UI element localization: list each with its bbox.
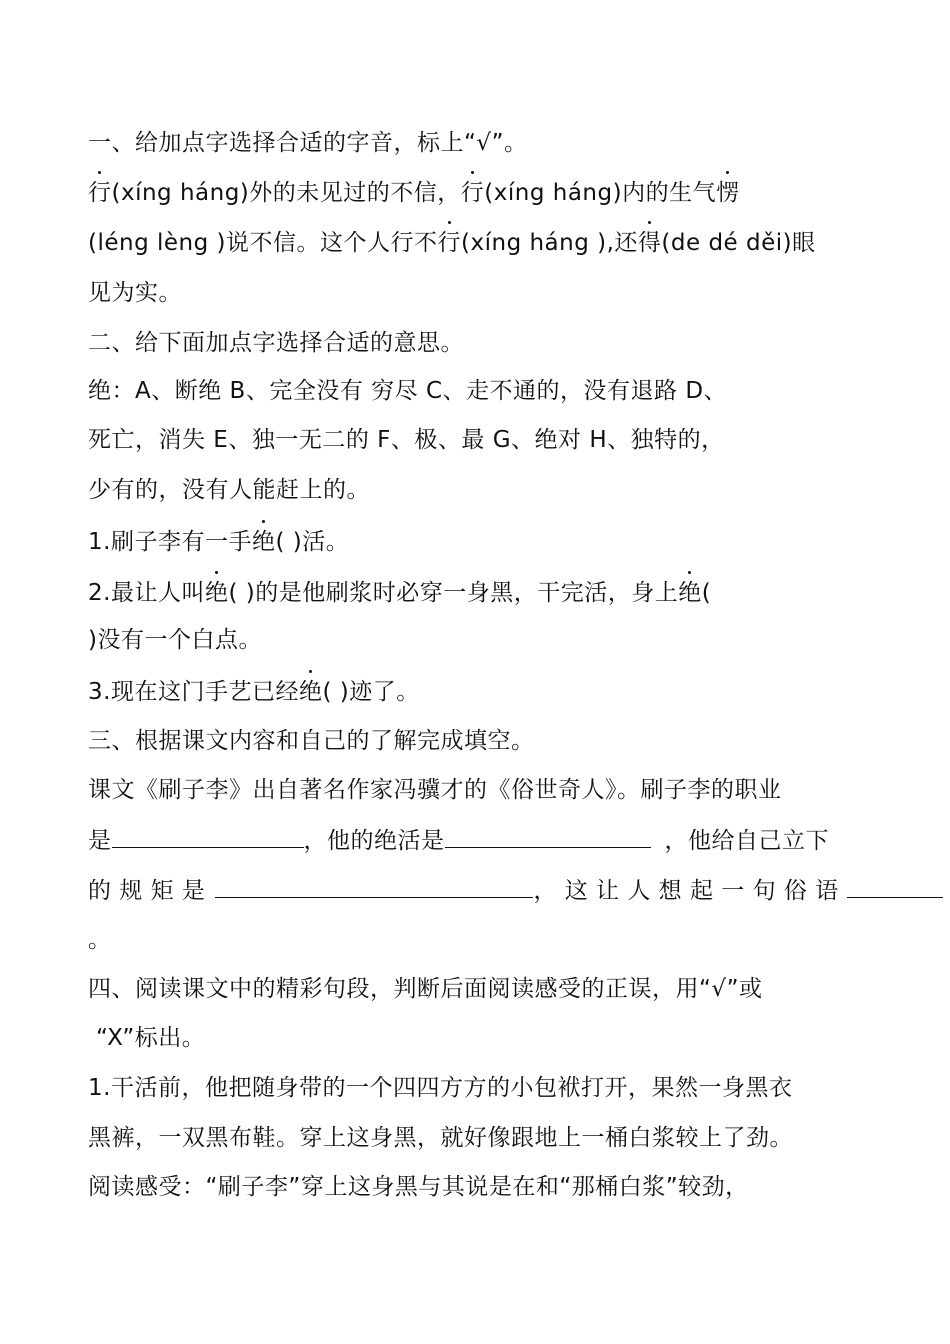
pinyin-options: (xíng háng)外的未见过的不信， — [111, 180, 461, 206]
fill-blank-skill[interactable] — [445, 825, 651, 848]
dotted-char: 绝 — [678, 580, 702, 606]
section3-para-3: 的 规 矩 是 ， 这 让 人 想 起 一 句 俗 语 — [88, 875, 943, 906]
definition-line: 少有的，没有人能赶上的。 — [88, 477, 370, 503]
definition-line: 死亡，消失 E、独一无二的 F、极、最 G、绝对 H、独特的， — [88, 427, 725, 453]
section3-para-2: 是 ，他的绝活是 ，他给自己立下 — [88, 825, 829, 856]
section3-para-4: 。 — [88, 927, 112, 953]
dotted-char: 得 — [637, 230, 662, 256]
dotted-char: 愣 — [716, 180, 740, 206]
dotted-char: 绝 — [251, 529, 276, 555]
fill-blank-proverb[interactable] — [847, 875, 943, 898]
section3-heading: 三、根据课文内容和自己的了解完成填空。 — [88, 728, 535, 754]
pinyin-options: (xíng háng)内的生气 — [484, 180, 717, 206]
section1-line3: 见为实。 — [88, 280, 182, 306]
section3-para-1: 课文《刷子李》出自著名作家冯骥才的《俗世奇人》。刷子李的职业 — [88, 777, 782, 803]
section2-heading: 二、给下面加点字选择合适的意思。 — [88, 330, 464, 356]
question-3: 3.现在这门手艺已经绝( )迹了。 — [88, 679, 420, 705]
fill-blank-rule[interactable] — [215, 875, 533, 898]
section1-heading: 一、给加点字选择合适的字音，标上“√”。 — [88, 130, 528, 156]
dotted-char: 绝 — [204, 580, 229, 606]
passage-line: 黑裤，一双黑布鞋。穿上这身黑，就好像跟地上一桶白浆较上了劲。 — [88, 1125, 793, 1151]
fill-blank-occupation[interactable] — [112, 825, 304, 848]
dotted-char: 行 — [437, 230, 462, 256]
definition-line: 绝：A、断绝 B、完全没有 穷尽 C、走不通的，没有退路 D、 — [88, 378, 728, 404]
question-2: 2.最让人叫绝( )的是他刷浆时必穿一身黑，干完活，身上绝( — [88, 580, 712, 606]
pinyin-options: (léng lèng )说不信。这个人行不 — [88, 230, 438, 256]
question-1: 1.刷子李有一手绝( )活。 — [88, 529, 350, 555]
section1-line2 — [88, 228, 816, 258]
dotted-char: 行 — [88, 180, 112, 206]
passage-line: 1.干活前，他把随身带的一个四四方方的小包袱打开，果然一身黑衣 — [88, 1075, 793, 1101]
pinyin-options: (xíng háng ),还 — [461, 230, 638, 256]
section1-line1 — [88, 178, 740, 208]
section4-heading: 四、阅读课文中的精彩句段，判断后面阅读感受的正误，用“√”或 — [88, 976, 763, 1002]
section4-heading-cont: “X”标出。 — [96, 1025, 206, 1051]
question-2-cont: )没有一个白点。 — [88, 627, 262, 653]
dotted-char: 行 — [460, 180, 485, 206]
pinyin-options: (de dé děi)眼 — [661, 230, 816, 256]
reading-response: 阅读感受：“刷子李”穿上这身黑与其说是在和“那桶白浆”较劲， — [88, 1174, 749, 1200]
dotted-char: 绝 — [298, 679, 323, 705]
